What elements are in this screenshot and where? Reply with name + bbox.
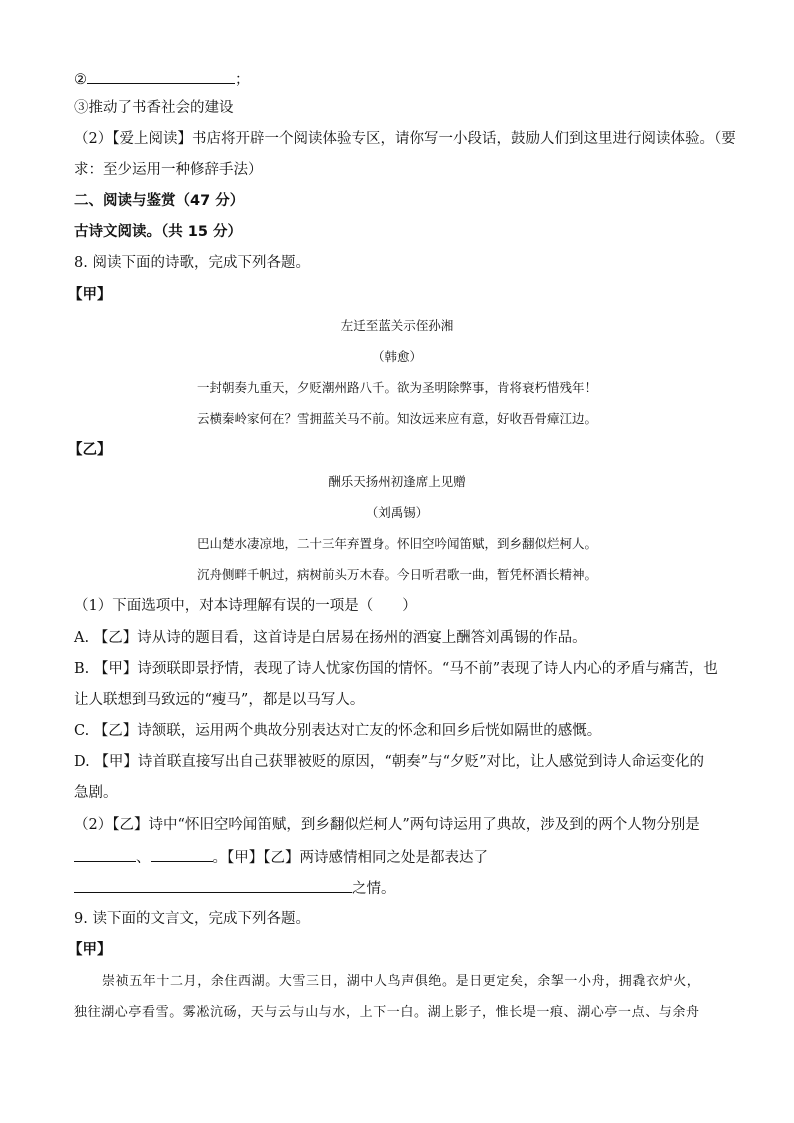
option-b-line1: B. 【甲】诗颈联即景抒情，表现了诗人忧家伤国的情怀。“马不前”表现了诗人内心的矛盾与痛苦，也 xyxy=(74,661,718,677)
option-c: C. 【乙】诗颔联，运用两个典故分别表达对亡友的怀念和回乡后恍如隔世的感慨。 xyxy=(74,723,602,739)
poem1-author: （韩愈） xyxy=(371,349,422,364)
answer-blank[interactable] xyxy=(74,877,352,893)
answer-blank[interactable] xyxy=(151,846,213,862)
q8-sub2-prompt: 。【甲】【乙】两诗感情相同之处是都表达了 xyxy=(212,850,488,866)
punctuation: ； xyxy=(235,72,250,88)
q8-sub2-ending: 之情。 xyxy=(352,881,396,897)
separator: 、 xyxy=(136,850,151,866)
q7-item-2 xyxy=(74,68,720,90)
section-title-poetry: 古诗文阅读。（共 15 分） xyxy=(74,224,243,240)
poem2-author: （刘禹锡） xyxy=(365,505,429,520)
label-yi: 【乙】 xyxy=(68,442,112,458)
q8-sub2-line1: （2）【乙】诗中“怀旧空吟闻笛赋，到乡翻似烂柯人”两句诗运用了典故，涉及到的两个人物分别是 xyxy=(74,817,700,833)
q7-item-3: ③推动了书香社会的建设 xyxy=(74,100,234,116)
option-a: A. 【乙】诗从诗的题目看，这首诗是白居易在扬州的酒宴上酬答刘禹锡的作品。 xyxy=(74,630,587,646)
q8-sub2-line3 xyxy=(74,877,720,899)
q7-sub2-prompt-line2: 求：至少运用一种修辞手法） xyxy=(74,162,263,178)
section-title-reading: 二、阅读与鉴赏（47 分） xyxy=(74,193,245,209)
poem2-line2: 沉舟侧畔千帆过，病树前头万木春。今日听君歌一曲，暂凭杯酒长精神。 xyxy=(196,567,597,582)
option-d-line2: 急剧。 xyxy=(74,785,118,801)
prose-line1: 崇祯五年十二月，余住西湖。大雪三日，湖中人鸟声俱绝。是日更定矣，余挐一小舟，拥毳衣炉火， xyxy=(102,974,701,989)
q8-intro: 8. 阅读下面的诗歌，完成下列各题。 xyxy=(74,255,310,271)
option-b-line2: 让人联想到马致远的“瘦马”，都是以马写人。 xyxy=(74,692,365,708)
label-jia: 【甲】 xyxy=(68,287,112,303)
answer-blank[interactable] xyxy=(74,846,136,862)
poem1-title: 左迁至蓝关示侄孙湘 xyxy=(340,318,454,333)
label-jia-2: 【甲】 xyxy=(68,942,112,958)
poem1-line2: 云横秦岭家何在？雪拥蓝关马不前。知汝远来应有意，好收吾骨瘴江边。 xyxy=(196,411,597,426)
q8-sub1-question: （1）下面选项中，对本诗理解有误的一项是（ ） xyxy=(74,598,417,614)
option-d-line1: D. 【甲】诗首联直接写出自己获罪被贬的原因，“朝奏”与“夕贬”对比，让人感觉到诗人命运变化的 xyxy=(74,754,704,770)
poem1-line1: 一封朝奏九重天，夕贬潮州路八千。欲为圣明除弊事，肯将衰朽惜残年！ xyxy=(196,380,597,395)
answer-blank[interactable] xyxy=(87,68,235,84)
q9-intro: 9. 读下面的文言文，完成下列各题。 xyxy=(74,911,310,927)
item-marker: ② xyxy=(74,72,87,88)
poem2-line1: 巴山楚水凄凉地，二十三年弃置身。怀旧空吟闻笛赋，到乡翻似烂柯人。 xyxy=(196,536,597,551)
q7-sub2-prompt-line1: （2）【爱上阅读】书店将开辟一个阅读体验专区，请你写一小段话，鼓励人们到这里进行阅读体验。（要 xyxy=(74,131,736,147)
q8-sub2-line2 xyxy=(74,846,720,868)
prose-line2: 独往湖心亭看雪。雾凇沆砀，天与云与山与水，上下一白。湖上影子，惟长堤一痕、湖心亭一点、与余舟 xyxy=(74,1005,700,1020)
poem2-title: 酬乐天扬州初逢席上见赠 xyxy=(328,474,466,489)
